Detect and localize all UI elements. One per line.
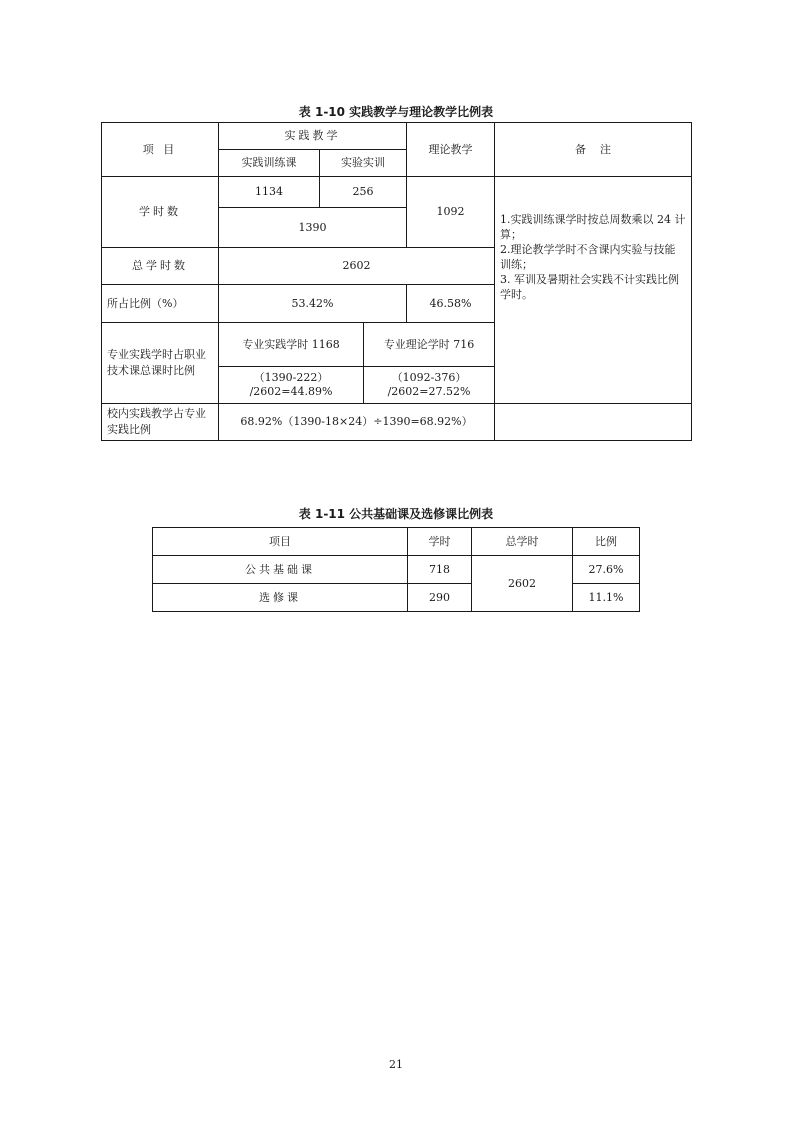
- header-total-hours: 总学时: [472, 528, 573, 556]
- course-name: 选修课: [153, 584, 408, 612]
- header-item: 项 目: [102, 123, 219, 177]
- notes-spacer-top: [495, 177, 692, 208]
- total-hours-value: 2602: [219, 248, 495, 285]
- practice-theory-ratio-table: [101, 122, 692, 441]
- public-elective-ratio-table: [152, 527, 640, 612]
- table2-caption: 表 1-11 公共基础课及选修课比例表: [298, 507, 494, 521]
- theory-ratio-value: 46.58%: [407, 285, 495, 323]
- lab-training-hours: 256: [320, 177, 407, 208]
- header-ratio: 比例: [573, 528, 640, 556]
- course-name: 公共基础课: [153, 556, 408, 584]
- row-total-hours-label: 总学时数: [102, 248, 219, 285]
- header-theory-teaching: 理论教学: [407, 123, 495, 177]
- header-practice-training: 实践训练课: [219, 150, 320, 177]
- header-lab-training: 实验实训: [320, 150, 407, 177]
- header-hours: 学时: [408, 528, 472, 556]
- practice-total-hours: 1390: [219, 208, 407, 248]
- professional-theory-hours: 专业理论学时 716: [364, 323, 495, 367]
- table1-caption: 表 1-10 实践教学与理论教学比例表: [298, 105, 494, 119]
- course-hours: 718: [408, 556, 472, 584]
- total-hours-value: 2602: [472, 556, 573, 612]
- notes-text: 1.实践训练课学时按总周数乘以 24 计算； 2.理论教学学时不含课内实验与技能训练； 3. 军训及暑期社会实践不计实践比例学时。: [495, 208, 692, 404]
- header-item: 项目: [153, 528, 408, 556]
- professional-theory-formula: （1092-376） /2602=27.52%: [364, 367, 495, 404]
- theory-hours: 1092: [407, 177, 495, 248]
- professional-practice-formula: （1390-222） /2602=44.89%: [219, 367, 364, 404]
- row-on-campus-practice-label: 校内实践教学占专业实践比例: [102, 404, 219, 441]
- course-ratio: 27.6%: [573, 556, 640, 584]
- professional-practice-hours: 专业实践学时 1168: [219, 323, 364, 367]
- notes-empty-cell: [495, 404, 692, 441]
- on-campus-practice-value: 68.92%（1390-18×24）÷1390=68.92%）: [219, 404, 495, 441]
- row-professional-practice-label: 专业实践学时占职业技术课总课时比例: [102, 323, 219, 404]
- practice-ratio-value: 53.42%: [219, 285, 407, 323]
- header-practice-teaching: 实践教学: [219, 123, 407, 150]
- practice-training-hours: 1134: [219, 177, 320, 208]
- course-hours: 290: [408, 584, 472, 612]
- row-hours-label: 学时数: [102, 177, 219, 248]
- row-ratio-label: 所占比例（%）: [102, 285, 219, 323]
- table-row: [153, 556, 640, 584]
- page-number: 21: [389, 1058, 403, 1071]
- header-notes: 备 注: [495, 123, 692, 177]
- course-ratio: 11.1%: [573, 584, 640, 612]
